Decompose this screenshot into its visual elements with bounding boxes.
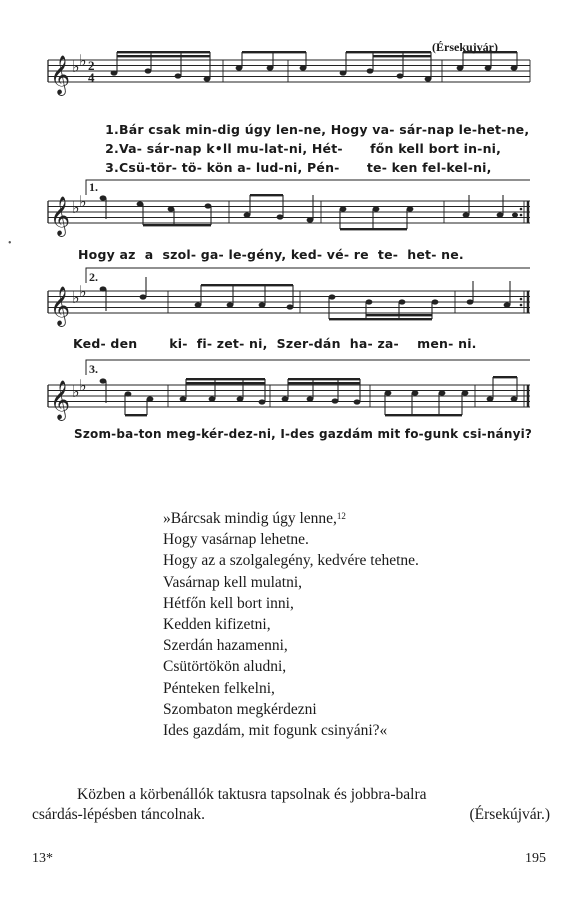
- ending-1-lyric: Hogy az a szol- ga- le-gény, ked- vé- re te- het- ne.: [78, 247, 464, 262]
- svg-text:♭: ♭: [72, 290, 80, 307]
- verse-3-text: Csü-tör- tö- kön a- lud-ni, Pén- te- ken fel-kel-ni,: [118, 160, 492, 175]
- svg-text:♭: ♭: [79, 284, 87, 301]
- poem-line: Csütörtökön aludni,: [163, 658, 287, 676]
- svg-text:4: 4: [88, 70, 95, 85]
- ending-3-label: 3.: [89, 362, 98, 376]
- svg-text:𝄞: 𝄞: [50, 55, 71, 95]
- ending-3-lyric: Szom-ba-ton meg-kér-dez-ni, I-des gazdám mit fo-gunk csi-nányi?: [74, 427, 533, 441]
- ending-2-lyric: Ked- den ki- fi- zet- ni, Szer-dán ha- za- men- ni.: [73, 336, 477, 351]
- svg-text:𝄞: 𝄞: [50, 286, 71, 326]
- music-staff-3: [0, 265, 582, 335]
- scan-mark: •: [8, 238, 12, 249]
- svg-text:♭: ♭: [79, 51, 87, 70]
- poem-line: [163, 508, 419, 529]
- svg-text:𝄞: 𝄞: [50, 380, 71, 420]
- poem-line: Szombaton megkérdezni: [163, 700, 317, 718]
- svg-text:2: 2: [88, 58, 95, 73]
- place-label: (Érsekujvár): [432, 40, 498, 54]
- page-number: 195: [525, 851, 546, 866]
- poem-line: Ides gazdám, mit fogunk csinyáni?«: [163, 722, 388, 740]
- verse-1-number: 1.: [105, 122, 119, 137]
- verse-3-number: 3.: [105, 160, 119, 175]
- svg-text:♭: ♭: [72, 200, 80, 217]
- staff-2-notation: [0, 177, 582, 247]
- poem-line: Vasárnap kell mulatni,: [163, 573, 303, 591]
- verse-2-text: Va- sár-nap k•ll mu-lat-ni, Hét- főn kell bort in-ni,: [118, 141, 502, 156]
- poem-line: Hogy az a szolgalegény, kedvére tehetne.: [163, 552, 419, 570]
- svg-text:♭: ♭: [72, 57, 80, 76]
- poem-line: Hogy vasárnap lehetne.: [163, 531, 309, 549]
- poem-line: Szerdán hazamenni,: [163, 637, 288, 655]
- ending-2-label: 2.: [89, 270, 98, 284]
- verse-2-number: 2.: [105, 141, 119, 156]
- poem-line-1-text: »Bárcsak mindig úgy lenne,: [163, 510, 337, 527]
- staff-4-notation: [0, 357, 582, 427]
- poem-line: Hétfőn kell bort inni,: [163, 594, 294, 612]
- signature-mark: 13*: [32, 851, 53, 866]
- music-staff-4: [0, 357, 582, 427]
- poem-text: [163, 508, 419, 741]
- music-staff-2: [0, 177, 582, 247]
- poem-line: Pénteken felkelni,: [163, 679, 275, 697]
- description-paragraph: [32, 785, 550, 825]
- footnote-ref: 12: [336, 511, 346, 521]
- svg-text:𝄞: 𝄞: [50, 196, 71, 236]
- source-label: (Érsekújvár.): [469, 806, 550, 823]
- paragraph-line-2-text: csárdás-lépésben táncolnak.: [32, 806, 206, 823]
- poem-line: Kedden kifizetni,: [163, 616, 271, 634]
- paragraph-line-2: [32, 805, 550, 825]
- paragraph-line-1: Közben a körbenállók taktusra tapsolnak és jobbra-balra: [77, 786, 427, 803]
- svg-text:♭: ♭: [79, 194, 87, 211]
- svg-text:♭: ♭: [72, 384, 80, 401]
- ending-1-label: 1.: [89, 180, 98, 194]
- staff-3-notation: [0, 265, 582, 335]
- verse-1-text: Bár csak min-dig úgy len-ne, Hogy va- sár-nap le-het-ne,: [118, 122, 530, 137]
- svg-text:♭: ♭: [79, 378, 87, 395]
- verse-3: [96, 145, 492, 175]
